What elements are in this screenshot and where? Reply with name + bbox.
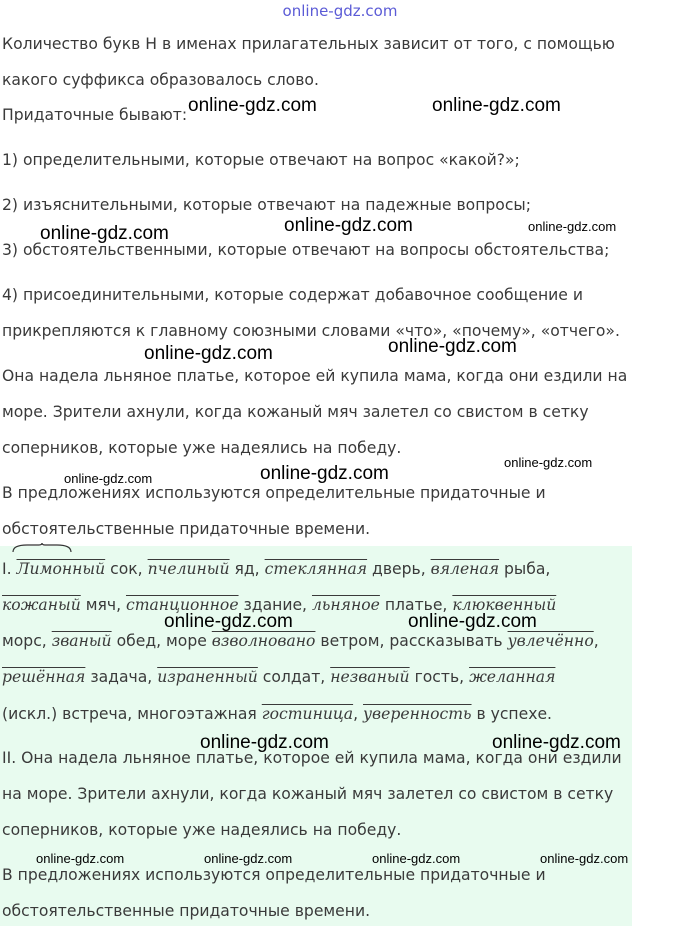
watermark: online-gdz.com — [492, 732, 621, 753]
word-zhelannaya: желанная — [469, 668, 556, 686]
watermark: online-gdz.com — [388, 336, 517, 357]
word-vzvolnovano: взволновано — [211, 632, 316, 650]
list-item-2: 2) изъяснительными, которые отвечают на падежные вопросы; — [2, 196, 531, 214]
watermark: online-gdz.com — [260, 463, 389, 484]
conclusion-line-1: В предложениях используются определительные придаточные и — [2, 484, 546, 502]
word-pcheliny: пчелиный — [147, 560, 230, 578]
watermark: online-gdz.com — [188, 95, 317, 116]
watermark: online-gdz.com — [200, 732, 329, 753]
answer-part2-line-4: В предложениях используются определительные придаточные и — [2, 866, 546, 884]
watermark: online-gdz.com — [540, 851, 629, 866]
watermark: online-gdz.com — [36, 851, 125, 866]
answer-part2-line-2: на море. Зрители ахнули, когда кожаный мяч залетел со свистом в сетку — [2, 785, 614, 803]
watermark: online-gdz.com — [144, 343, 273, 364]
answer-row-5: (искл.) встреча, многоэтажная гостиница, уверенность в успехе. — [2, 705, 553, 723]
watermark: online-gdz.com — [164, 611, 293, 632]
list-item-4b: прикрепляются к главному союзными словами «что», «почему», «отчего». — [2, 322, 620, 340]
word-lnyanoe: льняное — [311, 596, 380, 614]
example-line-3: соперников, которые уже надеялись на победу. — [2, 439, 402, 457]
answer-part2-line-3: соперников, которые уже надеялись на победу. — [2, 821, 402, 839]
answer-part2-line-5: обстоятельственные придаточные времени. — [2, 902, 371, 920]
example-line-1: Она надела льняное платье, которое ей купила мама, когда они ездили на — [2, 367, 628, 385]
intro-line-2: какого суффикса образовалось слово. — [2, 71, 319, 89]
word-zvany: званый — [51, 632, 112, 650]
watermark: online-gdz.com — [408, 611, 537, 632]
answer-row-2: кожаный мяч, станционное здание, льняное платье, клюквенный — [2, 596, 557, 614]
word-klyukvenny: клюквенный — [452, 596, 557, 614]
list-item-3: 3) обстоятельственными, которые отвечают на вопросы обстоятельства; — [2, 241, 610, 259]
list-item-4a: 4) присоединительными, которые содержат добавочное сообщение и — [2, 286, 583, 304]
word-gostinitsa: гостиница — [261, 705, 354, 723]
word-stantsionnoe: станционное — [125, 596, 239, 614]
word-izranenny: израненный — [157, 668, 258, 686]
conclusion-line-2: обстоятельственные придаточные времени. — [2, 520, 371, 538]
answer-part2-line-1: II. Она надела льняное платье, которое ей купила мама, когда они ездили — [2, 749, 622, 767]
watermark: online-gdz.com — [528, 219, 617, 234]
watermark: online-gdz.com — [504, 455, 593, 470]
intro-line-3: Придаточные бывают: — [2, 106, 188, 124]
word-steklyannaya: стеклянная — [264, 560, 368, 578]
watermark: online-gdz.com — [372, 851, 461, 866]
watermark: online-gdz.com — [432, 95, 561, 116]
word-nezvany: незваный — [330, 668, 410, 686]
word-uvlechenno: увлечённо — [507, 632, 594, 650]
word-uverennost: уверенность — [363, 705, 472, 723]
answer-row-1: I. Лимонный сок, пчелиный яд, стеклянная дверь, вяленая рыба, — [2, 560, 551, 578]
word-vyalenaya: вяленая — [430, 560, 500, 578]
watermark: online-gdz.com — [40, 223, 169, 244]
word-reshennaya: решённая — [2, 668, 86, 686]
suffix-mark-icon — [12, 543, 72, 553]
site-header: online-gdz.com — [282, 2, 398, 20]
word-limonny: Лимонный — [16, 560, 106, 578]
watermark: online-gdz.com — [64, 471, 153, 486]
intro-line-1: Количество букв Н в именах прилагательных зависит от того, с помощью — [2, 35, 615, 53]
list-item-1: 1) определительными, которые отвечают на вопрос «какой?»; — [2, 151, 520, 169]
watermark: online-gdz.com — [204, 851, 293, 866]
word-kozhany: кожаный — [2, 596, 81, 614]
watermark: online-gdz.com — [284, 215, 413, 236]
example-line-2: море. Зрители ахнули, когда кожаный мяч залетел со свистом в сетку — [2, 403, 589, 421]
answer-row-3: морс, званый обед, море взволновано ветром, рассказывать увлечённо, — [2, 632, 599, 650]
answer-row-4: решённая задача, израненный солдат, незваный гость, желанная — [2, 668, 556, 686]
